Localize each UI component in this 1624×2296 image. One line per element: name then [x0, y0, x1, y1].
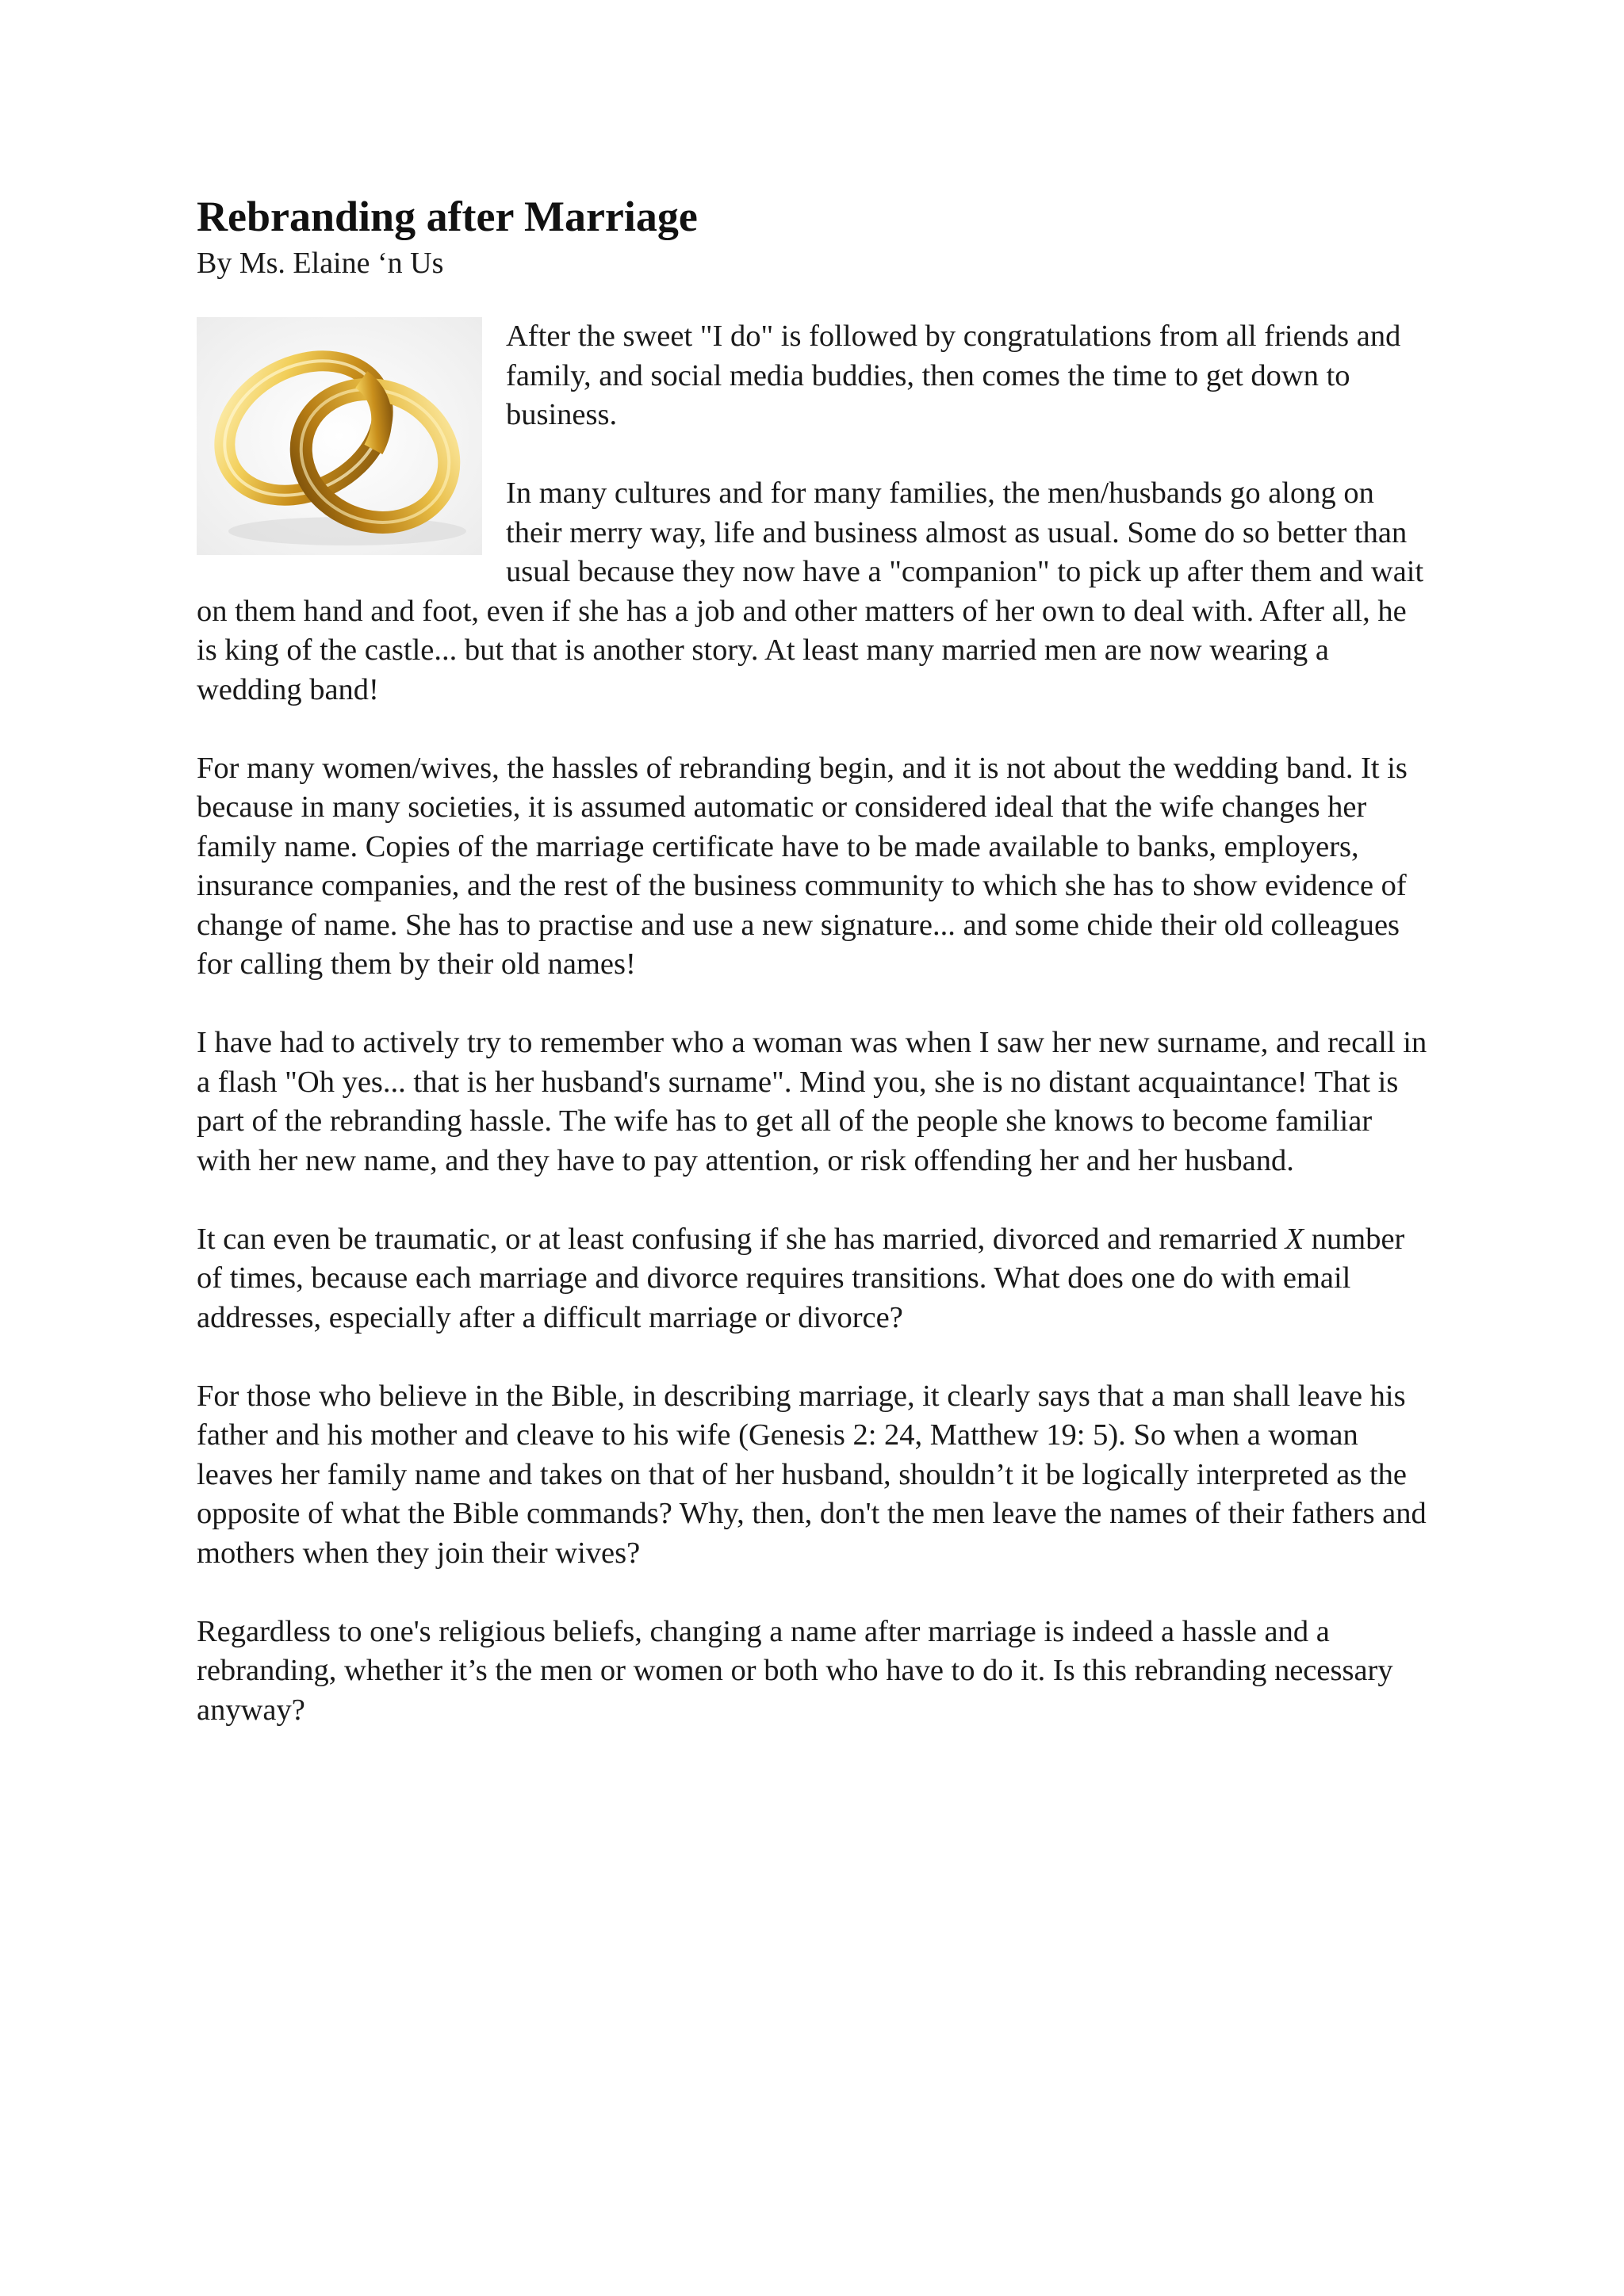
paragraph-3: For many women/wives, the hassles of rebranding begin, and it is not about the wedding band. It is because in many societies, it is assumed automatic or considered ideal that the wife changes her family name. Copies of the marriage certificate have to be made available to banks, employers, insurance companies, and the rest of the business community to which she has to show evidence of change of name. She has to practise and use a new signature... and some chide their old colleagues for calling them by their old names!	[197, 751, 1408, 981]
paragraph-4: I have had to actively try to remember who a woman was when I saw her new surname, and recall in a flash "Oh yes... that is her husband's surname". Mind you, she is no distant acquaintance! That is part of the rebranding hassle. The wife has to get all of the people she knows to become familiar with her new name, and they have to pay attention, or risk offending her and her husband.	[197, 1026, 1427, 1177]
article-byline: By Ms. Elaine ‘n Us	[197, 247, 444, 280]
article	[197, 189, 1434, 1770]
paragraph-1: After the sweet "I do" is followed by congratulations from all friends and family, and social media buddies, then comes the time to get down to business.	[506, 320, 1401, 431]
article-title: Rebranding after Marriage	[197, 193, 698, 240]
paragraph-5-start: It can even be traumatic, or at least confusing if she has married, divorced and remarried	[197, 1222, 1285, 1256]
article-body	[197, 317, 1434, 1730]
paragraph-5-end: number of times, because each marriage and divorce requires transitions. What does one do with email addresses, especially after a difficult marriage or divorce?	[197, 1222, 1405, 1334]
wedding-rings-icon	[197, 317, 482, 555]
paragraph-7: Regardless to one's religious beliefs, changing a name after marriage is indeed a hassle and a rebranding, whether it’s the men or women or both who have to do it. Is this rebranding necessary anyway?	[197, 1614, 1393, 1727]
paragraph-5-variable: X	[1285, 1222, 1304, 1256]
paragraph-5	[197, 1220, 1434, 1338]
paragraph-6: For those who believe in the Bible, in describing marriage, it clearly says that a man shall leave his father and his mother and cleave to his wife (Genesis 2: 24, Matthew 19: 5). So when a woman leaves her family name and takes on that of her husband, shouldn’t it be logically interpreted as the opposite of what the Bible commands? Why, then, don't the men leave the names of their fathers and mothers when they join their wives?	[197, 1379, 1427, 1570]
paragraph-2: In many cultures and for many families, the men/husbands go along on their merry way, life and business almost as usual. Some do so better than usual because they now have a "companion" to pick up after them and wait on them hand and foot, even if she has a job and other matters of her own to deal with. After all, he is king of the castle... but that is another story. At least many married men are now wearing a wedding band!	[197, 476, 1424, 706]
